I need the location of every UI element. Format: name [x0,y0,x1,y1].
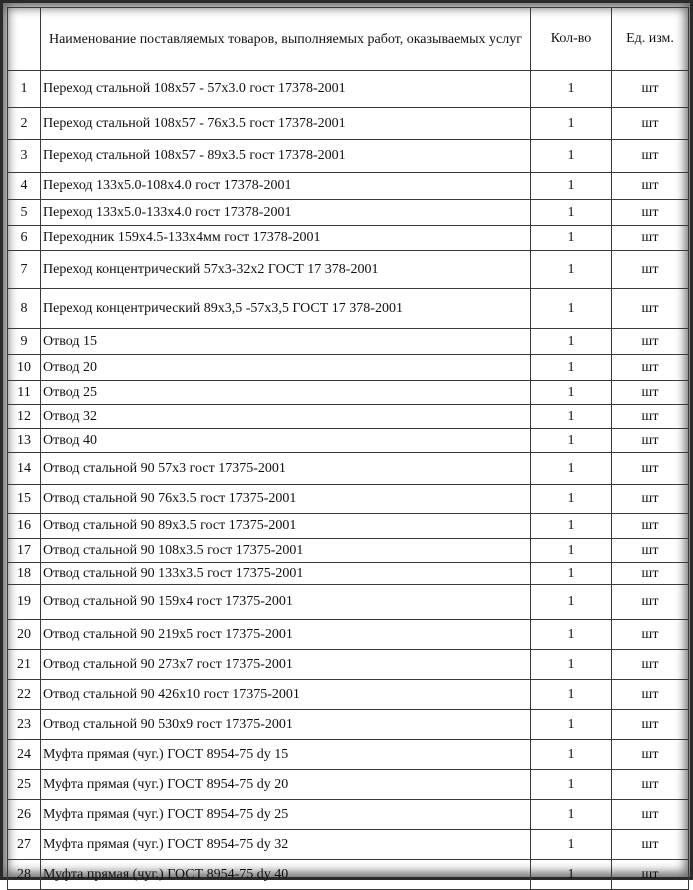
row-name: Муфта прямая (чуг.) ГОСТ 8954-75 dy 40 [41,860,531,890]
row-quantity: 1 [531,453,612,485]
table-row [8,226,689,251]
row-number: 2 [8,108,41,140]
row-number: 16 [8,514,41,539]
row-quantity: 1 [531,830,612,860]
row-number: 15 [8,485,41,514]
row-number: 6 [8,226,41,251]
row-name: Отвод 20 [41,355,531,381]
row-unit: шт [612,226,689,251]
row-unit: шт [612,860,689,890]
row-number: 13 [8,429,41,453]
table-row [8,830,689,860]
goods-table [7,7,689,890]
row-unit: шт [612,173,689,200]
row-name: Переход стальной 108х57 - 57х3.0 гост 17378-2001 [41,71,531,108]
table-row [8,740,689,770]
row-quantity: 1 [531,800,612,830]
row-name: Переход стальной 108х57 - 76х3.5 гост 17378-2001 [41,108,531,140]
row-number: 23 [8,710,41,740]
row-name: Отвод 25 [41,381,531,405]
row-number: 21 [8,650,41,680]
table-row [8,453,689,485]
table-row [8,585,689,620]
row-number: 19 [8,585,41,620]
row-name: Переход стальной 108х57 - 89х3.5 гост 17378-2001 [41,140,531,173]
row-number: 5 [8,200,41,226]
row-unit: шт [612,251,689,289]
row-number: 12 [8,405,41,429]
row-name: Муфта прямая (чуг.) ГОСТ 8954-75 dy 20 [41,770,531,800]
row-name: Отвод стальной 90 530х9 гост 17375-2001 [41,710,531,740]
row-quantity: 1 [531,539,612,563]
row-unit: шт [612,514,689,539]
row-quantity: 1 [531,71,612,108]
row-quantity: 1 [531,860,612,890]
row-unit: шт [612,830,689,860]
row-unit: шт [612,71,689,108]
table-row [8,800,689,830]
row-unit: шт [612,405,689,429]
table-row [8,710,689,740]
row-unit: шт [612,485,689,514]
row-quantity: 1 [531,740,612,770]
row-unit: шт [612,585,689,620]
table-row [8,485,689,514]
row-unit: шт [612,770,689,800]
table-row [8,173,689,200]
row-quantity: 1 [531,405,612,429]
row-number: 1 [8,71,41,108]
row-name: Муфта прямая (чуг.) ГОСТ 8954-75 dy 15 [41,740,531,770]
row-unit: шт [612,108,689,140]
row-name: Переход 133х5.0-133х4.0 гост 17378-2001 [41,200,531,226]
row-name: Отвод 40 [41,429,531,453]
row-quantity: 1 [531,650,612,680]
row-name: Отвод стальной 90 89х3.5 гост 17375-2001 [41,514,531,539]
row-name: Переход концентрический 89x3,5 -57x3,5 ГОСТ 17 378-2001 [41,289,531,329]
row-name: Переход концентрический 57x3-32x2 ГОСТ 17 378-2001 [41,251,531,289]
row-quantity: 1 [531,355,612,381]
table-row [8,289,689,329]
row-name: Отвод 32 [41,405,531,429]
row-quantity: 1 [531,485,612,514]
row-quantity: 1 [531,680,612,710]
row-unit: шт [612,710,689,740]
table-row [8,563,689,585]
row-quantity: 1 [531,251,612,289]
row-unit: шт [612,650,689,680]
table-row [8,140,689,173]
row-quantity: 1 [531,514,612,539]
row-name: Переходник 159х4.5-133х4мм гост 17378-2001 [41,226,531,251]
row-quantity: 1 [531,770,612,800]
row-number: 18 [8,563,41,585]
row-name: Отвод 15 [41,329,531,355]
row-quantity: 1 [531,140,612,173]
row-number: 11 [8,381,41,405]
row-number: 27 [8,830,41,860]
row-number: 4 [8,173,41,200]
table-row [8,650,689,680]
row-name: Муфта прямая (чуг.) ГОСТ 8954-75 dy 25 [41,800,531,830]
table-row [8,355,689,381]
table-row [8,514,689,539]
row-name: Муфта прямая (чуг.) ГОСТ 8954-75 dy 32 [41,830,531,860]
table-row [8,200,689,226]
table-row [8,329,689,355]
header-quantity: Кол-во [531,8,612,71]
row-unit: шт [612,289,689,329]
row-name: Отвод стальной 90 273х7 гост 17375-2001 [41,650,531,680]
row-name: Переход 133х5.0-108х4.0 гост 17378-2001 [41,173,531,200]
row-unit: шт [612,800,689,830]
row-name: Отвод стальной 90 426х10 гост 17375-2001 [41,680,531,710]
row-unit: шт [612,740,689,770]
row-number: 26 [8,800,41,830]
row-unit: шт [612,539,689,563]
row-number: 8 [8,289,41,329]
row-quantity: 1 [531,200,612,226]
row-number: 3 [8,140,41,173]
row-quantity: 1 [531,381,612,405]
row-unit: шт [612,429,689,453]
row-quantity: 1 [531,226,612,251]
table-row [8,860,689,890]
row-unit: шт [612,355,689,381]
row-quantity: 1 [531,329,612,355]
row-quantity: 1 [531,429,612,453]
row-quantity: 1 [531,289,612,329]
row-number: 28 [8,860,41,890]
row-number: 7 [8,251,41,289]
row-quantity: 1 [531,563,612,585]
table-row [8,251,689,289]
row-unit: шт [612,620,689,650]
row-unit: шт [612,680,689,710]
row-name: Отвод стальной 90 219х5 гост 17375-2001 [41,620,531,650]
table-header-row [8,8,689,71]
table-row [8,381,689,405]
row-quantity: 1 [531,585,612,620]
table-row [8,770,689,800]
table-row [8,539,689,563]
table-row [8,108,689,140]
row-unit: шт [612,329,689,355]
row-name: Отвод стальной 90 133х3.5 гост 17375-2001 [41,563,531,585]
row-unit: шт [612,563,689,585]
row-name: Отвод стальной 90 159х4 гост 17375-2001 [41,585,531,620]
table-body [8,71,689,890]
row-name: Отвод стальной 90 108х3.5 гост 17375-2001 [41,539,531,563]
table-row [8,405,689,429]
header-name: Наименование поставляемых товаров, выполняемых работ, оказываемых услуг [41,8,531,71]
row-unit: шт [612,453,689,485]
row-number: 25 [8,770,41,800]
row-number: 9 [8,329,41,355]
table-row [8,429,689,453]
table-row [8,71,689,108]
row-number: 24 [8,740,41,770]
row-quantity: 1 [531,108,612,140]
row-name: Отвод стальной 90 76х3.5 гост 17375-2001 [41,485,531,514]
row-number: 22 [8,680,41,710]
row-number: 17 [8,539,41,563]
row-number: 10 [8,355,41,381]
row-quantity: 1 [531,173,612,200]
header-unit: Ед. изм. [612,8,689,71]
row-unit: шт [612,381,689,405]
table-row [8,680,689,710]
row-name: Отвод стальной 90 57х3 гост 17375-2001 [41,453,531,485]
header-number [8,8,41,71]
row-quantity: 1 [531,620,612,650]
table-row [8,620,689,650]
row-number: 14 [8,453,41,485]
row-number: 20 [8,620,41,650]
row-unit: шт [612,200,689,226]
row-quantity: 1 [531,710,612,740]
row-unit: шт [612,140,689,173]
